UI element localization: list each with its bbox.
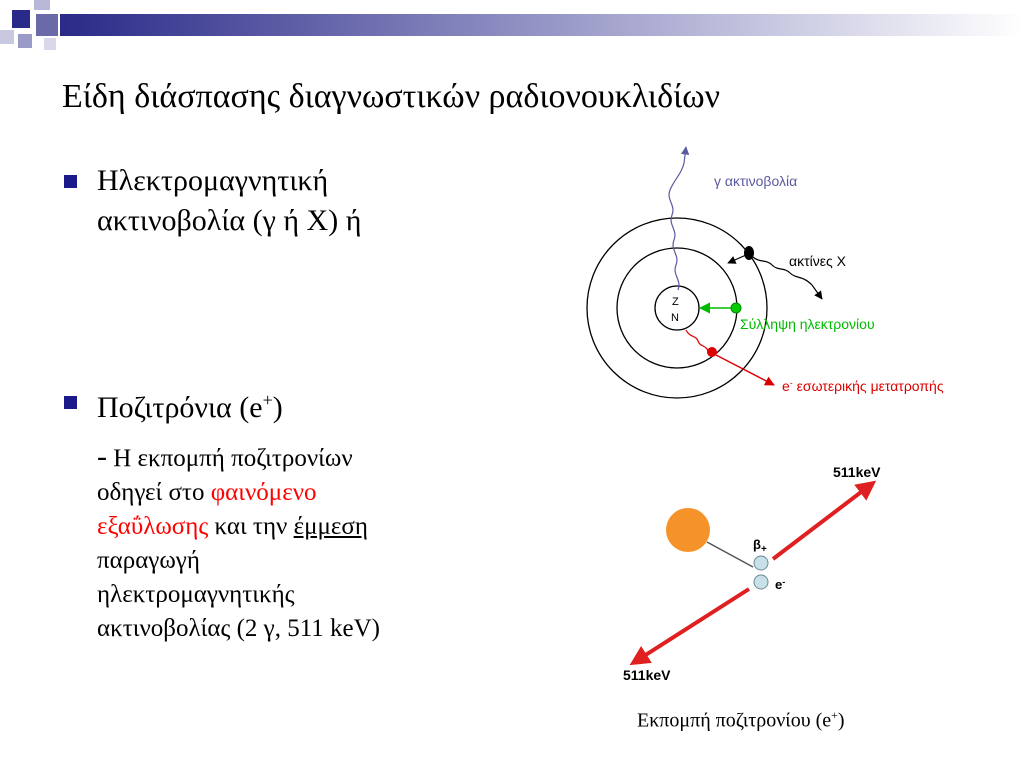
sub-line-4: παραγωγή [97,547,200,574]
caption-sup: + [831,708,838,722]
xray-label: ακτίνες X [789,253,846,269]
nucleus-z-label: Z [672,296,679,308]
ic-electron [707,347,717,357]
bullet-1-text [97,161,361,241]
sub-dash: - [97,440,107,473]
electron-label: e- [775,577,786,592]
xray-arrow [728,255,746,263]
sub-line-3b: και την [208,513,294,540]
caption-text: Εκπομπή ποζιτρονίου (e [637,709,832,732]
bullet-2-sup: + [262,390,273,410]
deco-square [0,30,14,44]
deco-square [44,38,56,50]
slide-title: Είδη διάσπασης διαγνωστικών ραδιονουκλιδίων [62,78,720,115]
photon-arrow-up [773,483,873,559]
capture-electron [731,303,741,313]
energy-bottom-label: 511keV [623,667,671,683]
positron-path [707,542,753,567]
header-gradient-bar [60,14,1024,36]
nucleus-n-label: N [671,312,679,324]
capture-label: Σύλληψη ηλεκτρονίου [740,316,875,332]
positron-description [97,440,380,646]
sub-line-3-underlined: έμμεση [293,513,368,540]
bullet-1-line-1: Ηλεκτρομαγνητική [97,164,329,197]
positron-particle [754,556,768,570]
sub-line-3-red: εξαΰλωσης [97,513,209,540]
bullet-2-text [97,380,283,428]
deco-square [36,14,58,36]
deco-square [12,10,30,28]
sub-line-2-red: φαινόμενο [210,479,317,506]
energy-top-label: 511keV [833,464,881,480]
parent-nucleus [666,508,710,552]
caption-close: ) [837,709,845,732]
sub-line-5: ηλεκτρομαγνητικής [97,581,295,608]
ic-arrow [716,355,774,385]
photon-arrow-down [633,589,749,663]
gamma-label: γ ακτινοβολία [714,173,798,189]
header-decoration [0,0,1024,50]
beta-plus-label: $\beta_+$ [753,537,767,555]
electron-particle [754,575,768,589]
bullet-1-line-2: ακτινοβολία (γ ή X) ή [97,204,362,237]
sub-line-6: ακτινοβολίας (2 γ, 511 keV) [97,615,381,642]
sub-line-1: Η εκπομπή ποζιτρονίων [107,445,353,472]
positron-caption [637,708,845,733]
outer-electron [744,246,754,260]
positron-annihilation-diagram [615,455,915,690]
ic-label: e- εσωτερικής μετατροπής [782,378,944,394]
ic-wave [686,330,708,351]
bullet-marker [64,396,77,409]
bullet-marker [64,175,77,188]
atom-decay-diagram [560,135,1000,410]
sub-line-2a: οδηγεί στο [97,479,211,506]
deco-square [34,0,50,10]
bullet-2-close: ) [272,391,283,424]
bullet-2-label: Ποζιτρόνια (e [97,391,263,424]
deco-square [18,34,32,48]
